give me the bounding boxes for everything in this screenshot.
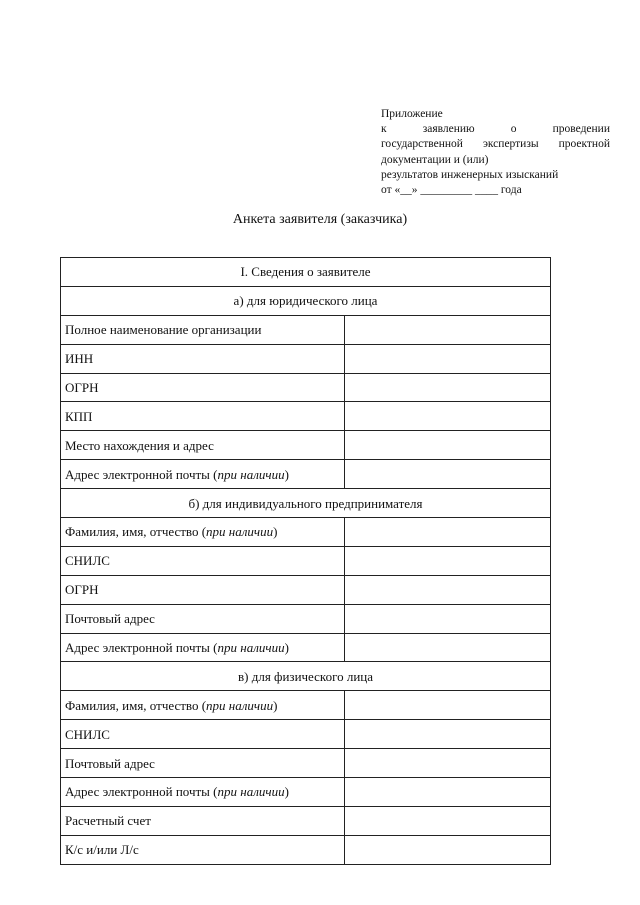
field-label: СНИЛС: [61, 546, 345, 575]
field-value-cell[interactable]: [345, 778, 551, 807]
section-header: I. Сведения о заявителе: [61, 258, 551, 287]
table-row: [61, 518, 551, 547]
field-value-cell[interactable]: [345, 402, 551, 431]
section-header-row: [61, 258, 551, 287]
appendix-line: государственной экспертизы проектной: [381, 138, 610, 151]
field-label: Расчетный счет: [61, 806, 345, 835]
table-row: [61, 431, 551, 460]
table-row: [61, 691, 551, 720]
field-label: ИНН: [61, 344, 345, 373]
field-value-cell[interactable]: [345, 691, 551, 720]
optional-note: при наличии: [217, 466, 285, 482]
subsection-individual-heading: в) для физического лица: [61, 662, 551, 691]
subsection-row: [61, 489, 551, 518]
field-label: ОГРН: [61, 575, 345, 604]
email-label: Адрес электронной почты: [65, 466, 210, 482]
field-label: Фамилия, имя, отчество (при наличии): [61, 691, 345, 720]
field-value-cell[interactable]: [345, 460, 551, 489]
table-row: [61, 749, 551, 778]
optional-note: при наличии: [217, 784, 285, 800]
table-row: [61, 835, 551, 864]
table-row: [61, 402, 551, 431]
field-label: СНИЛС: [61, 720, 345, 749]
field-value-cell[interactable]: [345, 749, 551, 778]
field-value-cell[interactable]: [345, 431, 551, 460]
field-value-cell[interactable]: [345, 546, 551, 575]
applicant-form-table: [60, 257, 551, 865]
field-value-cell[interactable]: [345, 344, 551, 373]
field-value-cell[interactable]: [345, 373, 551, 402]
field-label: КПП: [61, 402, 345, 431]
field-label: Почтовый адрес: [61, 604, 345, 633]
field-label: Место нахождения и адрес: [61, 431, 345, 460]
optional-note: при наличии: [206, 697, 274, 713]
name-label: Фамилия, имя, отчество: [65, 524, 199, 540]
field-label: Адрес электронной почты (при наличии): [61, 633, 345, 662]
field-value-cell[interactable]: [345, 720, 551, 749]
subsection-row: [61, 286, 551, 315]
field-value-cell[interactable]: [345, 806, 551, 835]
field-value-cell[interactable]: [345, 835, 551, 864]
table-row: [61, 373, 551, 402]
subsection-legal-heading: а) для юридического лица: [61, 286, 551, 315]
field-value-cell[interactable]: [345, 633, 551, 662]
appendix-date-line: от «__» _________ ____ года: [381, 184, 522, 197]
subsection-entrepreneur-heading: б) для индивидуального предпринимателя: [61, 489, 551, 518]
optional-note: при наличии: [217, 640, 285, 656]
field-label: Фамилия, имя, отчество (при наличии): [61, 518, 345, 547]
appendix-line: результатов инженерных изысканий: [381, 168, 559, 181]
appendix-line: документации и (или): [381, 153, 489, 166]
table-row: [61, 720, 551, 749]
field-value-cell[interactable]: [345, 518, 551, 547]
table-row: [61, 778, 551, 807]
name-label: Фамилия, имя, отчество: [65, 697, 199, 713]
field-value-cell[interactable]: [345, 315, 551, 344]
page-title: Анкета заявителя (заказчика): [232, 212, 408, 227]
appendix-block: [381, 107, 610, 198]
table-row: [61, 604, 551, 633]
subsection-row: [61, 662, 551, 691]
field-label: Адрес электронной почты (при наличии): [61, 778, 345, 807]
table-row: [61, 315, 551, 344]
field-label: ОГРН: [61, 373, 345, 402]
field-label: Полное наименование организации: [61, 315, 345, 344]
table-row: [61, 806, 551, 835]
table-row: [61, 344, 551, 373]
optional-note: при наличии: [206, 524, 274, 540]
field-value-cell[interactable]: [345, 575, 551, 604]
field-value-cell[interactable]: [345, 604, 551, 633]
appendix-line: к заявлению о проведении: [381, 123, 610, 136]
email-label: Адрес электронной почты: [65, 784, 210, 800]
table-row: [61, 546, 551, 575]
table-row: [61, 575, 551, 604]
email-label: Адрес электронной почты: [65, 640, 210, 656]
table-row: [61, 460, 551, 489]
field-label: Почтовый адрес: [61, 749, 345, 778]
table-row: [61, 633, 551, 662]
field-label: Адрес электронной почты (при наличии): [61, 460, 345, 489]
field-label: К/с и/или Л/с: [61, 835, 345, 864]
appendix-line: Приложение: [381, 108, 443, 120]
